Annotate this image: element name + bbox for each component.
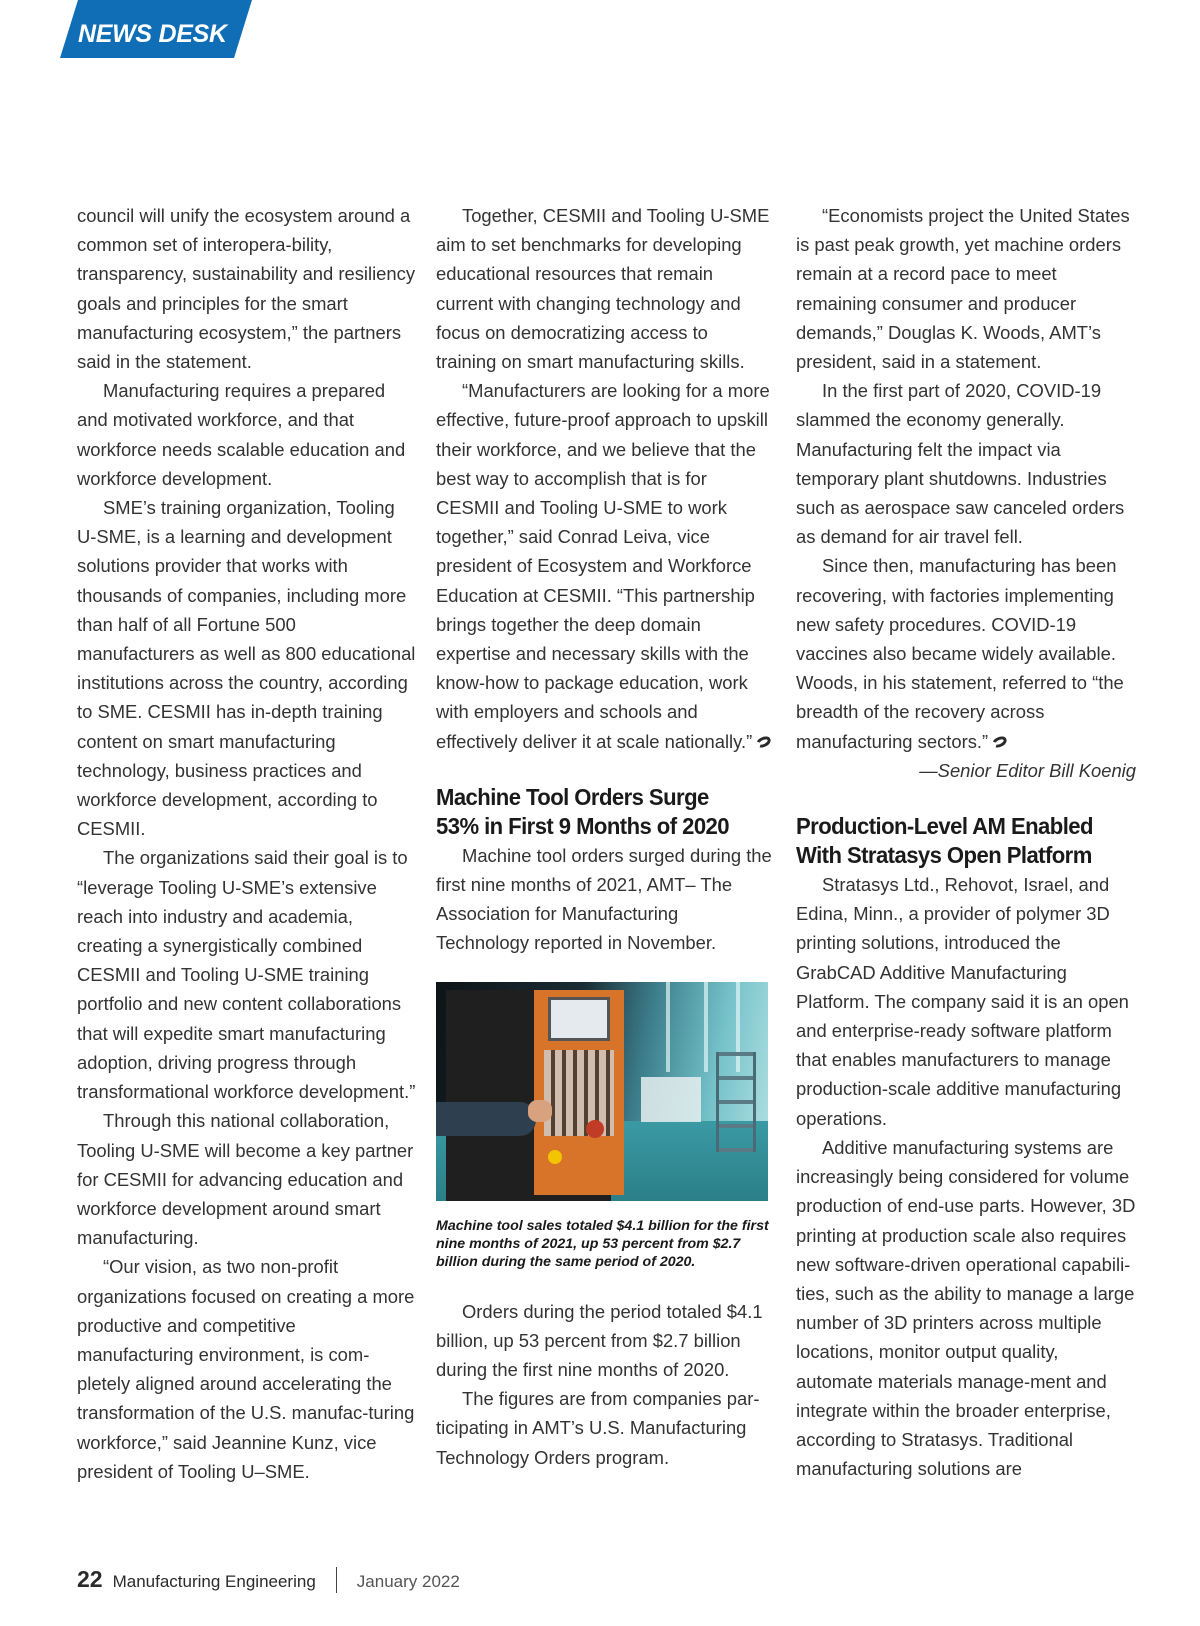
article-paragraph-text: “Manufacturers are looking for a more effective, future-proof approach to upskill their workforce, and we believe that the best way to accomplish that is for CESMII and Tooling U-SME to work together,” said Conrad Leiva, vice president of Ecosystem and Workforce Education at CESMII. “This partnership brings together the deep domain expertise and necessary skills with the know-how to package education, work with employers and schools and effectively deliver it at scale nationally.” [436, 380, 770, 752]
article-paragraph: “Our vision, as two non-profit organizations focused on creating a more productive and competitive manufacturing environment, is com-pletely aligned around accelerating the transformation of the U.S. manufac-turing workforce,” said Jeannine Kunz, vice president of Tooling U–SME. [77, 1256, 415, 1482]
article-paragraph: Stratasys Ltd., Rehovot, Israel, and Edina, Minn., a provider of polymer 3D printing solutions, introduced the GrabCAD Additive Manufacturing Platform. The company said it is an open and enterprise-ready software platform that enables manufacturers to manage production-scale additive manufacturing operations. [796, 874, 1129, 1129]
column-2 [436, 201, 772, 1472]
end-of-article-icon [991, 734, 1009, 749]
page-footer [77, 1566, 460, 1593]
article-paragraph: SME’s training organization, Tooling U-SME, is a learning and development solutions provider that works with thousands of companies, including more than half of all Fortune 500 manufacturers as well as 800 educational institutions across the country, according to SME. CESMII has in-depth training content on smart manufacturing technology, business practices and workforce development, according to CESMII. [77, 497, 416, 840]
control-screen [548, 997, 610, 1041]
control-knob [586, 1120, 604, 1138]
article-paragraph: The figures are from companies par-ticipating in AMT’s U.S. Manufacturing Technology Orders program. [436, 1388, 760, 1468]
photo-caption: Machine tool sales totaled $4.1 billion for the first nine months of 2021, up 53 percent from $2.7 billion during the same period of 2020. [436, 1217, 769, 1270]
publication-name: Manufacturing Engineering [112, 1572, 316, 1591]
column-3 [796, 201, 1136, 1483]
article-paragraph: Together, CESMII and Tooling U-SME aim to set benchmarks for developing educational resources that remain current with changing technology and focus on democratizing access to training on smart manufacturing skills. [436, 205, 770, 373]
footer-divider [336, 1567, 337, 1593]
article-paragraph: Orders during the period totaled $4.1 billion, up 53 percent from $2.7 billion during the first nine months of 2020. [436, 1300, 763, 1381]
article-headline [796, 812, 1116, 870]
spacer [436, 756, 772, 783]
article-paragraph: The organizations said their goal is to “leverage Tooling U-SME’s extensive reach into industry and academia, creating a synergistically combined CESMII and Tooling U-SME training portfolio and new content collaborations that will expedite smart manufacturing adoption, driving progress through transformational workforce development.” [77, 847, 416, 1103]
article-headline [436, 783, 752, 841]
operator-hand [528, 1100, 552, 1122]
article-paragraph-text: Since then, manufacturing has been recovering, with factories implementing new safety procedures. COVID-19 vaccines also became widely available. Woods, in his statement, referred to “the breadth of the recovery across manufacturing sectors.” [796, 555, 1124, 752]
issue-date: January 2022 [356, 1572, 460, 1591]
article-paragraph: Additive manufacturing systems are increasingly being considered for volume production of end-use parts. However, 3D printing at production scale also requires new software-driven operational capabili-ties, such as the ability to manage a large number of 3D printers across multiple locations, monitor output quality, automate materials manage-ment and integrate within the broader enterprise, according to Stratasys. Traditional manufacturing solutions are [796, 1136, 1136, 1480]
article-paragraph [436, 376, 772, 756]
article-paragraph: Manufacturing requires a prepared and motivated workforce, and that workforce needs scalable education and workforce development. [77, 380, 406, 489]
section-tag-label: NEWS DESK [78, 20, 227, 48]
author-byline: —Senior Editor Bill Koenig [919, 759, 1136, 781]
operator-arm [436, 1102, 536, 1136]
page-number: 22 [77, 1566, 103, 1592]
machine-tool-photo [436, 982, 768, 1201]
article-paragraph: Machine tool orders surged during the first nine months of 2021, AMT– The Association for Manufacturing Technology reported in November. [436, 844, 772, 954]
headline-line: With Stratasys Open Platform [796, 842, 1092, 869]
article-paragraph: Through this national collaboration, Tooling U-SME will become a key partner for CESMII for advancing education and workforce development around smart manufacturing. [77, 1110, 414, 1249]
emergency-stop [548, 1150, 562, 1164]
control-keypad [544, 1050, 614, 1136]
background-machine [641, 1077, 701, 1122]
ceiling-light [704, 982, 708, 1072]
headline-line: Machine Tool Orders Surge [436, 783, 709, 810]
storage-rack [716, 1052, 756, 1152]
ceiling-light [666, 982, 670, 1072]
column-1 [77, 201, 417, 1486]
headline-line: Production-Level AM Enabled [796, 813, 1093, 840]
headline-line: 53% in First 9 Months of 2020 [436, 812, 729, 839]
article-paragraph: “Economists project the United States is past peak growth, yet machine orders remain at a record pace to meet remaining consumer and producer demands,” Douglas K. Woods, AMT’s president, said in a statement. [796, 205, 1130, 373]
article-paragraph: council will unify the ecosystem around a common set of interopera-bility, transparency, sustainability and resiliency goals and principles for the smart manufacturing ecosystem,” the partners said in the statement. [77, 205, 416, 373]
article-paragraph: In the first part of 2020, COVID-19 slammed the economy generally. Manufacturing felt the impact via temporary plant shutdowns. Industries such as aerospace saw canceled orders as demand for air travel fell. [796, 380, 1125, 548]
spacer [796, 785, 1136, 812]
article-paragraph [796, 551, 1136, 755]
end-of-article-icon [755, 734, 773, 749]
